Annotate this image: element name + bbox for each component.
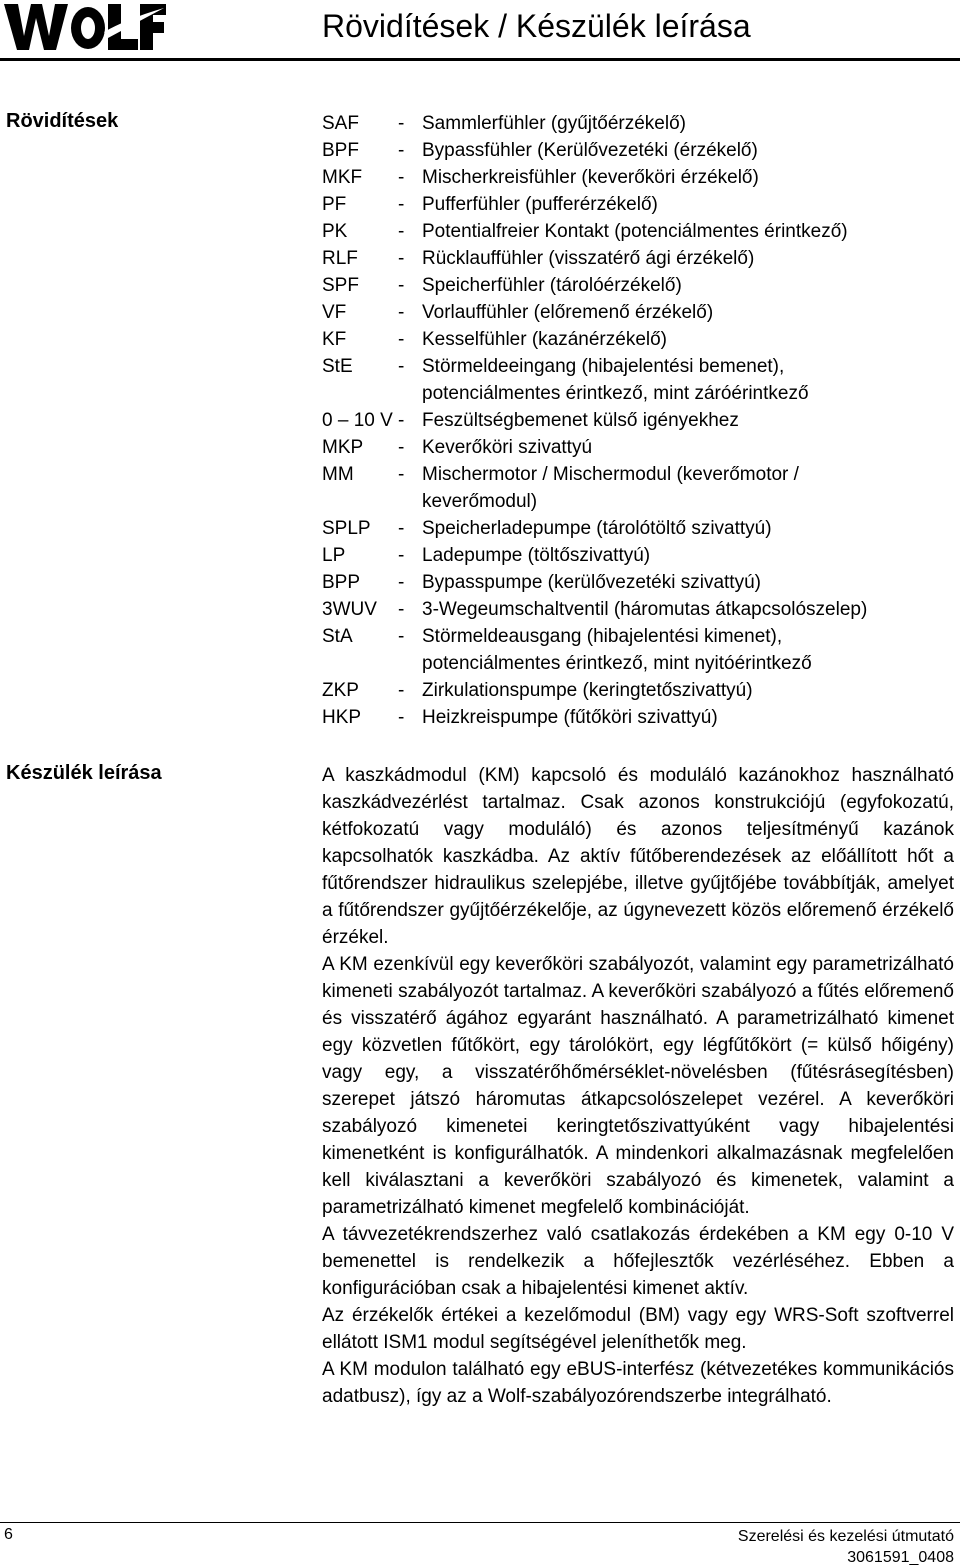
- abbreviation-list: [322, 110, 952, 731]
- abbreviation-dash: -: [398, 518, 405, 539]
- abbreviation-dash: -: [398, 572, 405, 593]
- abbreviation-desc: 3-Wegeumschaltventil (háromutas átkapcsolószelep): [422, 599, 868, 620]
- footer-doc-info: [738, 1526, 954, 1568]
- abbreviation-desc: Ladepumpe (töltőszivattyú): [422, 545, 651, 566]
- abbreviation-row: [322, 110, 952, 137]
- abbreviation-row: [322, 353, 952, 407]
- abbreviation-row: [322, 434, 952, 461]
- abbreviation-desc: Rücklauffühler (visszatérő ági érzékelő): [422, 248, 755, 269]
- abbreviation-row: [322, 407, 952, 434]
- abbreviation-row: [322, 218, 952, 245]
- abbreviation-row: [322, 677, 952, 704]
- abbreviation-dash: -: [398, 437, 405, 458]
- device-description-text: [322, 762, 954, 1410]
- abbreviation-dash: -: [398, 275, 405, 296]
- abbreviation-code: StA: [322, 626, 353, 647]
- abbreviation-row: [322, 326, 952, 353]
- abbreviation-code: PF: [322, 194, 347, 215]
- abbreviation-row: [322, 569, 952, 596]
- abbreviation-desc: Bypasspumpe (kerülővezetéki szivattyú): [422, 572, 761, 593]
- abbreviation-code: StE: [322, 356, 353, 377]
- abbreviation-desc: Kesselfühler (kazánérzékelő): [422, 329, 668, 350]
- abbreviation-code: BPP: [322, 572, 361, 593]
- description-paragraph: A távvezetékrendszerhez való csatlakozás érdekében a KM egy 0-10 V bemenettel is rendelkezik a hőfejlesztők vezérléséhez. Ebben a konfigurációban csak a hibajelentési kimenet aktív.: [322, 1224, 954, 1299]
- abbreviation-code: SAF: [322, 113, 359, 134]
- abbreviation-desc: Speicherfühler (tárolóérzékelő): [422, 275, 682, 296]
- abbreviation-dash: -: [398, 464, 405, 485]
- abbreviation-dash: -: [398, 410, 405, 431]
- abbreviation-dash: -: [398, 140, 405, 161]
- abbreviation-code: VF: [322, 302, 347, 323]
- abbreviation-desc: Zirkulationspumpe (keringtetőszivattyú): [422, 680, 753, 701]
- abbreviation-code: BPF: [322, 140, 359, 161]
- footer-doc-title: Szerelési és kezelési útmutató: [737, 1528, 954, 1545]
- abbreviation-code: 3WUV: [322, 599, 377, 620]
- abbreviation-dash: -: [398, 221, 405, 242]
- abbreviation-row: [322, 272, 952, 299]
- abbreviation-dash: -: [398, 194, 405, 215]
- abbreviation-dash: -: [398, 545, 405, 566]
- abbreviation-desc: Bypassfühler (Kerülővezetéki (érzékelő): [422, 140, 758, 161]
- abbreviation-code: KF: [322, 329, 347, 350]
- abbreviation-row: [322, 245, 952, 272]
- page-header: [0, 0, 960, 62]
- abbreviation-code: SPLP: [322, 518, 371, 539]
- abbreviation-code: 0 – 10 V: [322, 410, 393, 431]
- header-divider: [0, 58, 960, 61]
- abbreviation-code: ZKP: [322, 680, 359, 701]
- abbreviation-dash: -: [398, 626, 405, 647]
- abbreviation-row: [322, 704, 952, 731]
- abbreviation-row: [322, 542, 952, 569]
- abbreviation-dash: -: [398, 599, 405, 620]
- abbreviation-desc: Mischermotor / Mischermodul (keverőmotor / keverőmodul): [422, 464, 799, 512]
- abbreviation-desc: Sammlerfühler (gyűjtőérzékelő): [422, 113, 686, 134]
- description-paragraph: A KM ezenkívül egy keverőköri szabályozót, valamint egy parametrizálható kimeneti szabályozót tartalmaz. A keverőköri szabályozó a fűtés előremenő és visszatérő ágához egyaránt használható. A parametrizálható kimenet egy közvetlen fűtőkört, egy tárolókört, egy légfűtőkört (= külső hőigény) vagy egy, a visszatérőhőmérséklet-növelésben (fűtésrásegítésben) szerepet játszó háromutas átkapcsolószelepet vezérel. A keverőköri szabályozó kimenetei keringtetőszivattyúként vagy hibajelentési kimenetként is konfigurálhatók. A mindenkori alkalmazásnak megfelelően kell kiválasztani a keverőköri szabályozó és kimenetek, valamint a parametrizálható kimenet megfelelő kombinációját.: [322, 954, 954, 1218]
- abbreviation-dash: -: [398, 356, 405, 377]
- abbreviation-dash: -: [398, 113, 405, 134]
- abbreviation-desc: Feszültségbemenet külső igényekhez: [422, 410, 739, 431]
- abbreviation-code: HKP: [322, 707, 362, 728]
- abbreviation-code: MKP: [322, 437, 364, 458]
- abbreviation-row: [322, 623, 952, 677]
- abbreviation-desc: Speicherladepumpe (tárolótöltő szivattyú): [422, 518, 772, 539]
- description-paragraph: Az érzékelők értékei a kezelőmodul (BM) vagy egy WRS-Soft szoftverrel ellátott ISM1 modul segítségével jeleníthetők meg.: [322, 1305, 954, 1353]
- footer-doc-code: 3061591_0408: [847, 1549, 954, 1566]
- abbreviation-row: [322, 596, 952, 623]
- abbreviation-desc: Heizkreispumpe (fűtőköri szivattyú): [422, 707, 718, 728]
- page-title: Rövidítések / Készülék leírása: [322, 8, 751, 44]
- device-description-heading: Készülék leírása: [6, 762, 162, 784]
- abbreviation-desc: Störmeldeeingang (hibajelentési bemenet), potenciálmentes érintkező, mint záróérintkező: [422, 356, 809, 404]
- abbreviation-row: [322, 164, 952, 191]
- abbreviation-dash: -: [398, 329, 405, 350]
- abbreviation-dash: -: [398, 302, 405, 323]
- abbreviation-desc: Mischerkreisfühler (keverőköri érzékelő): [422, 167, 759, 188]
- footer-divider: [0, 1522, 960, 1523]
- description-paragraph: A kaszkádmodul (KM) kapcsoló és moduláló kazánokhoz használható kaszkádvezérlést tartalmaz. Csak azonos konstrukciójú (egyfokozatú, kétfokozatú vagy moduláló) és azonos teljesítményű kazánok kapcsolhatók kaszkádba. Az aktív fűtőberendezések az előállított hőt a fűtőrendszer hidraulikus szelepjébe, illetve gyűjtőjébe továbbítják, amelyet a fűtőrendszer gyűjtőérzékelője, az úgynevezett közös előremenő érzékelő érzékel.: [322, 765, 954, 948]
- abbreviation-desc: Potentialfreier Kontakt (potenciálmentes érintkező): [422, 221, 848, 242]
- abbreviation-row: [322, 299, 952, 326]
- abbreviation-dash: -: [398, 680, 405, 701]
- abbreviation-desc: Störmeldeausgang (hibajelentési kimenet), potenciálmentes érintkező, mint nyitóérintkező: [422, 626, 812, 674]
- abbreviation-dash: -: [398, 248, 405, 269]
- description-paragraph: A KM modulon található egy eBUS-interfész (kétvezetékes kommunikációs adatbusz), így az a Wolf-szabályozórendszerbe integrálható.: [322, 1359, 954, 1407]
- abbreviation-desc: Keverőköri szivattyú: [422, 437, 593, 458]
- abbreviation-desc: Vorlauffühler (előremenő érzékelő): [422, 302, 714, 323]
- abbreviation-desc: Pufferfühler (pufferérzékelő): [422, 194, 658, 215]
- abbreviation-code: RLF: [322, 248, 358, 269]
- abbreviation-dash: -: [398, 167, 405, 188]
- abbreviation-code: LP: [322, 545, 346, 566]
- abbreviation-code: MM: [322, 464, 354, 485]
- abbreviation-row: [322, 515, 952, 542]
- wolf-logo: [4, 4, 166, 54]
- abbreviations-heading: Rövidítések: [6, 110, 119, 132]
- page-number: 6: [4, 1526, 13, 1543]
- abbreviation-row: [322, 191, 952, 218]
- abbreviation-code: SPF: [322, 275, 359, 296]
- abbreviation-row: [322, 461, 952, 515]
- abbreviation-code: MKF: [322, 167, 363, 188]
- abbreviation-code: PK: [322, 221, 348, 242]
- abbreviation-row: [322, 137, 952, 164]
- abbreviation-dash: -: [398, 707, 405, 728]
